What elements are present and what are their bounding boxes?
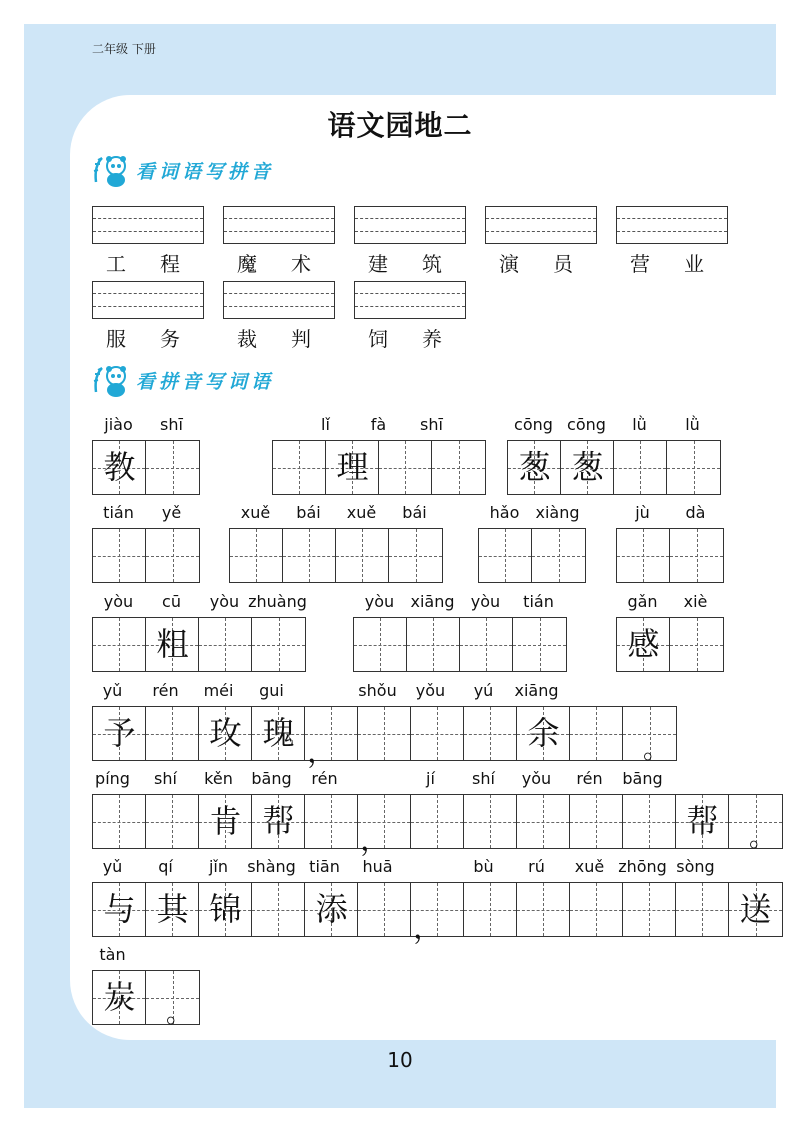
grid-cell[interactable]	[358, 707, 411, 760]
pinyin-label: gui	[259, 681, 284, 700]
grid-cell[interactable]	[146, 883, 199, 936]
grid-cell[interactable]	[93, 529, 146, 582]
character-grid	[616, 617, 724, 672]
grid-cell[interactable]	[146, 529, 199, 582]
panda-icon	[92, 152, 132, 188]
pinyin-label: shàng	[247, 857, 296, 876]
pinyin-label: tián	[523, 592, 554, 611]
given-character: 炭	[103, 978, 136, 1016]
given-character: 帮	[686, 802, 719, 840]
punctuation: ，	[413, 911, 443, 946]
pinyin-label: rén	[152, 681, 179, 700]
grid-cell[interactable]	[670, 618, 723, 671]
grid-cell[interactable]	[199, 883, 252, 936]
grid-cell[interactable]	[252, 707, 305, 760]
grid-cell[interactable]	[146, 795, 199, 848]
character-grid	[92, 882, 783, 946]
pinyin-label: cōng	[514, 415, 553, 434]
pinyin-label: huā	[362, 857, 393, 876]
grid-cell[interactable]	[508, 441, 561, 494]
section-title-text: 看拼音写词语	[136, 370, 275, 393]
grid-cell[interactable]	[432, 441, 485, 494]
grid-cell[interactable]	[283, 529, 336, 582]
grid-cell[interactable]	[93, 883, 146, 936]
grid-cell[interactable]	[305, 795, 358, 848]
pinyin-label: yú	[473, 681, 494, 700]
pinyin-label: rén	[576, 769, 603, 788]
page-title: 语文园地二	[327, 109, 473, 142]
pinyin-answer-box[interactable]	[223, 206, 335, 244]
grid-cell[interactable]	[326, 441, 379, 494]
panda-icon	[92, 362, 132, 398]
pinyin-answer-box[interactable]	[92, 206, 204, 244]
pinyin-label: zhōng	[618, 857, 667, 876]
pinyin-label: bái	[296, 503, 321, 522]
grid-cell[interactable]	[93, 795, 146, 848]
word-char: 裁	[237, 327, 257, 351]
pinyin-label: méi	[203, 681, 234, 700]
section-title-write-words	[92, 362, 274, 398]
character-grid	[507, 440, 721, 495]
character-grid	[616, 528, 724, 583]
punctuation: 。	[749, 823, 776, 853]
pinyin-label: sòng	[676, 857, 715, 876]
pinyin-label: píng	[95, 769, 130, 788]
grid-cell[interactable]	[464, 707, 517, 760]
word-char: 服	[106, 327, 126, 351]
given-character: 锦	[209, 890, 242, 928]
word-char: 术	[291, 252, 311, 276]
pinyin-label: xiè	[683, 592, 708, 611]
grid-cell[interactable]	[252, 883, 305, 936]
pinyin-label: cū	[162, 592, 181, 611]
grid-cell[interactable]	[623, 707, 676, 765]
character-grid	[92, 794, 783, 858]
word-char: 营	[630, 252, 650, 276]
given-character: 玫	[209, 714, 242, 752]
given-character: 余	[527, 714, 560, 752]
grid-cell[interactable]	[614, 441, 667, 494]
grid-cell[interactable]	[623, 795, 676, 848]
word-char: 演	[499, 252, 519, 276]
punctuation: ，	[360, 823, 390, 858]
grid-cell[interactable]	[358, 795, 411, 858]
punctuation: 。	[166, 999, 193, 1029]
grid-cell[interactable]	[570, 707, 623, 760]
grid-cell[interactable]	[479, 529, 532, 582]
given-character: 帮	[262, 802, 295, 840]
grid-cell[interactable]	[252, 618, 305, 671]
word-char: 筑	[422, 252, 442, 276]
pinyin-label: lǜ	[685, 415, 700, 434]
pinyin-label: shí	[472, 769, 495, 788]
given-character: 送	[739, 890, 772, 928]
pinyin-label: xiàng	[535, 503, 580, 522]
grid-cell[interactable]	[146, 618, 199, 671]
section-title-text: 看词语写拼音	[136, 160, 275, 183]
pinyin-label: yǒu	[521, 769, 552, 788]
word-char: 员	[553, 252, 573, 276]
pinyin-label: shī	[420, 415, 443, 434]
pinyin-label: tiān	[309, 857, 340, 876]
pinyin-answer-box[interactable]	[616, 206, 728, 244]
grid-cell[interactable]	[354, 618, 407, 671]
grid-cell[interactable]	[670, 529, 723, 582]
word-char: 建	[368, 252, 388, 276]
grid-cell[interactable]	[570, 883, 623, 936]
grid-cell[interactable]	[460, 618, 513, 671]
grid-cell[interactable]	[199, 707, 252, 760]
pinyin-label: yòu	[470, 592, 501, 611]
pinyin-label: tián	[103, 503, 134, 522]
given-character: 添	[315, 890, 348, 928]
pinyin-label: xuě	[574, 857, 605, 876]
given-character: 与	[103, 890, 136, 928]
grid-cell[interactable]	[411, 883, 464, 946]
grid-cell[interactable]	[358, 883, 411, 936]
pinyin-label: shí	[154, 769, 177, 788]
grid-cell[interactable]	[411, 795, 464, 848]
grid-cell[interactable]	[199, 795, 252, 848]
pinyin-label: shǒu	[358, 681, 397, 700]
grid-cell[interactable]	[230, 529, 283, 582]
pinyin-label: bù	[473, 857, 494, 876]
pinyin-label: bāng	[251, 769, 292, 788]
pinyin-label: gǎn	[627, 592, 658, 611]
pinyin-label: yòu	[209, 592, 240, 611]
grid-cell[interactable]	[407, 618, 460, 671]
pinyin-label: lǐ	[321, 415, 330, 434]
character-grid	[353, 617, 567, 672]
pinyin-label: yǔ	[102, 681, 123, 700]
pinyin-label: rén	[311, 769, 338, 788]
grid-cell[interactable]	[667, 441, 720, 494]
grid-cell[interactable]	[305, 707, 358, 770]
given-character: 肯	[209, 802, 242, 840]
word-char: 饲	[368, 327, 388, 351]
pinyin-label: xiāng	[514, 681, 559, 700]
grid-cell[interactable]	[623, 883, 676, 936]
pinyin-label: xuě	[346, 503, 377, 522]
given-character: 予	[103, 714, 136, 752]
grid-cell[interactable]	[676, 795, 729, 848]
character-grid	[92, 617, 306, 672]
pinyin-label: bāng	[622, 769, 663, 788]
pinyin-label: xuě	[240, 503, 271, 522]
grid-cell[interactable]	[517, 795, 570, 848]
grid-cell[interactable]	[617, 618, 670, 671]
word-char: 务	[160, 327, 180, 351]
given-character: 葱	[571, 448, 604, 486]
word-char: 魔	[237, 252, 257, 276]
grid-cell[interactable]	[517, 707, 570, 760]
given-character: 教	[103, 448, 136, 486]
grid-cell[interactable]	[93, 707, 146, 760]
given-character: 感	[627, 625, 660, 663]
grid-cell[interactable]	[93, 971, 146, 1024]
given-character: 理	[336, 448, 369, 486]
pinyin-label: dà	[685, 503, 706, 522]
grid-cell[interactable]	[532, 529, 585, 582]
grid-cell[interactable]	[199, 618, 252, 671]
page-number: 10	[387, 1048, 413, 1072]
character-grid	[92, 528, 200, 583]
character-grid	[92, 706, 677, 770]
pinyin-label: qí	[158, 857, 173, 876]
grid-cell[interactable]	[146, 441, 199, 494]
grid-cell[interactable]	[570, 795, 623, 848]
grid-cell[interactable]	[464, 883, 517, 936]
pinyin-label: zhuàng	[248, 592, 307, 611]
pinyin-answer-box[interactable]	[223, 281, 335, 319]
grid-cell[interactable]	[273, 441, 326, 494]
given-character: 其	[156, 890, 189, 928]
character-grid	[478, 528, 586, 583]
pinyin-label: jù	[635, 503, 650, 522]
character-grid	[272, 440, 486, 495]
punctuation: ，	[307, 735, 337, 770]
word-char: 程	[160, 252, 180, 276]
pinyin-answer-box[interactable]	[354, 281, 466, 319]
grid-cell[interactable]	[617, 529, 670, 582]
grid-cell[interactable]	[389, 529, 442, 582]
grid-cell[interactable]	[305, 883, 358, 936]
grid-cell[interactable]	[513, 618, 566, 671]
grid-cell[interactable]	[729, 795, 782, 853]
pinyin-label: cōng	[567, 415, 606, 434]
character-grid	[229, 528, 443, 583]
grid-cell[interactable]	[411, 707, 464, 760]
pinyin-answer-box[interactable]	[92, 281, 204, 319]
grid-cell[interactable]	[336, 529, 389, 582]
grid-cell[interactable]	[464, 795, 517, 848]
character-grid	[92, 440, 200, 495]
grid-cell[interactable]	[93, 618, 146, 671]
pinyin-label: tàn	[99, 945, 126, 964]
grid-cell[interactable]	[676, 883, 729, 936]
word-char: 养	[422, 327, 442, 351]
pinyin-label: rú	[528, 857, 545, 876]
pinyin-label: lǜ	[632, 415, 647, 434]
word-char: 工	[106, 252, 126, 276]
punctuation: 。	[643, 735, 670, 765]
grid-cell[interactable]	[93, 441, 146, 494]
pinyin-label: yǔ	[102, 857, 123, 876]
grid-cell[interactable]	[517, 883, 570, 936]
pinyin-label: xiāng	[410, 592, 455, 611]
given-character: 葱	[518, 448, 551, 486]
grid-cell[interactable]	[729, 883, 782, 936]
grid-cell[interactable]	[252, 795, 305, 848]
given-character: 瑰	[262, 714, 295, 752]
grade-label: 二年级 下册	[92, 42, 156, 56]
pinyin-label: hǎo	[489, 503, 520, 522]
pinyin-answer-box[interactable]	[354, 206, 466, 244]
grid-cell[interactable]	[146, 707, 199, 760]
pinyin-label: shī	[160, 415, 183, 434]
pinyin-label: jǐn	[208, 857, 229, 876]
pinyin-label: yǒu	[415, 681, 446, 700]
pinyin-label: jí	[426, 769, 435, 788]
pinyin-label: yòu	[103, 592, 134, 611]
grid-cell[interactable]	[379, 441, 432, 494]
pinyin-label: fà	[370, 415, 387, 434]
pinyin-label: kěn	[204, 769, 233, 788]
pinyin-label: bái	[402, 503, 427, 522]
grid-cell[interactable]	[561, 441, 614, 494]
pinyin-label: yě	[161, 503, 182, 522]
word-char: 业	[684, 252, 704, 276]
character-grid	[92, 970, 200, 1029]
pinyin-label: jiào	[104, 415, 133, 434]
pinyin-label: yòu	[364, 592, 395, 611]
word-char: 判	[291, 327, 311, 351]
grid-cell[interactable]	[146, 971, 199, 1029]
section-title-write-pinyin	[92, 152, 274, 188]
pinyin-answer-box[interactable]	[485, 206, 597, 244]
given-character: 粗	[156, 625, 189, 663]
